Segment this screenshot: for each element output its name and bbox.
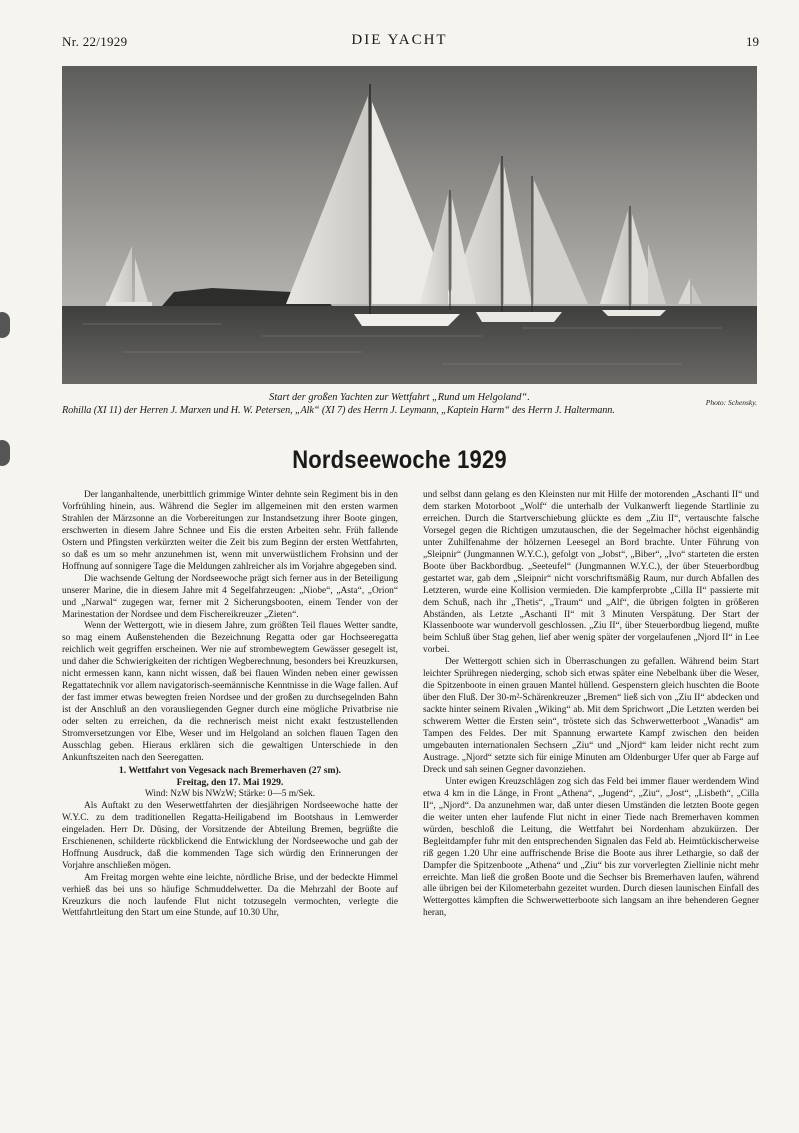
magazine-title: DIE YACHT xyxy=(351,32,448,48)
article-title: Nordseewoche 1929 xyxy=(292,446,507,474)
paragraph: Wenn der Wettergott, wie in diesem Jahre, zum größten Teil flaues Wetter sandte, so mag einem Außenstehenden die Bezeichnung Regatta oder gar Hochseeregatta reichlich weit gegriffen erscheinen. Wer nie auf strombewegtem Gewässer gesegelt ist, und daher die Schwierigkeiten der richtigen Wegberechnung, besonders bei Kreuzkursen, nicht ermessen kann, kann nicht wissen, daß bei flauen Winden neben einer gewissen Regattatechnik vor allem navigatorisch-seemännische Kenntnisse in die Wage fallen. Auf der fast immer etwas bewegten freien Nordsee und der großen zu durchsegelnden Bahn ist der Anschluß an den vorausliegenden Gegner durch eine mögliche Privatbrise nie oder selten zu erreichen, da die rechnerisch meist nicht exakt festzustellenden Stromversetzungen vor Elbe, Weser und im Helgoland an solchen flauen Tagen den Ausschlag geben. Hieraus erklären sich die gewaltigen Unterschiede in den Ankunftszeiten nach den Seeregatten. xyxy=(62,621,398,763)
paragraph: Der langanhaltende, unerbittlich grimmige Winter dehnte sein Regiment bis in den Vorfrühling hinein, aus. Während die Segler im allgemeinen mit den ersten warmen Strahlen der Märzsonne an die Vorbereitungen zur Instandsetzung ihrer Boote gingen, erschwerten in diesem Jahre Schnee und Eis die ersten Arbeiten sehr. Früh fallende Ostern und Pfingsten verkürzten weiter die Zeit bis zum Beginn der ersten Wettfahrten, so daß es um so mehr anzunehmen ist, wenn mit unverwüstlichem Frohsinn und der Hoffnung auf sonnigere Tage die Meldungen zahlreicher als im Vorjahre abgegeben sind. xyxy=(62,490,398,572)
article-column-right xyxy=(423,490,759,920)
paragraph: und selbst dann gelang es den Kleinsten nur mit Hilfe der motorenden „Aschanti II“ und dem starken Motorboot „Wolf“ die unterhalb der Vulkanwerft liegende Startlinie zu erreichen. Durch die Startverschiebung glückte es dem „Ziu II“, vertauschte falsche Vorsegel gegen die Richtigen umzutauschen, die der Segelmacher höchst eigenhändig unter Zuhilfenahme der hölzernen Leesegel an Bord brachte. Unter Führung von „Sleipnir“ (Jungmannen W.Y.C.), gefolgt von „Jobst“, „Biber“, „Ivo“ starteten die ersten Boote über Backbordbug. „Seeteufel“ (Jungmannen W.Y.C.), der über Steuerbordbug gestartet war, gab dem „Sleipnir“ nicht vorschriftsmäßig Raum, nur durch Abfallen des Letzteren, wurde eine Kollision vermieden. Die kampferprobte „Cilla II“ passierte mit dem Schuß, nach ihr „Thetis“, „Traum“ und „Alf“, die übrigen folgten in größeren Abständen, als Letzte „Aschanti II“ mit 3 Minuten Verspätung. Der Start der Klassenboote war wundervoll geschlossen. „Ziu II“, über Steuerbordbug liegend, mußte beim Schluß über Stag gehen, lief aber wenig später der vorgelaufenen „Njord II“ in Lee vorbei. xyxy=(423,490,759,656)
punch-hole-mark xyxy=(0,440,10,466)
paragraph: Am Freitag morgen wehte eine leichte, nördliche Brise, und der bedeckte Himmel verhieß das bei uns so häufige Schmuddelwetter. Da die Mehrzahl der Boote auf Kreuzkurs die noch laufende Flut nicht totzusegeln vermochten, verlegte die Wettfahrtleitung den Start um eine Stunde, auf 10.30 Uhr, xyxy=(62,872,398,919)
paragraph: Als Auftakt zu den Weserwettfahrten der diesjährigen Nordseewoche hatte der W.Y.C. zu dem traditionellen Regatta-Heiligabend im Bootshaus in Lemwerder eingeladen. Herr Dr. Düsing, der Vorsitzende der Abteilung Bremen, begrüßte die Erschienenen, schilderte rückblickend die Entwicklung der Nordseewoche und gab der Hoffnung Ausdruck, daß die kommenden Tage sich würdig den Erinnerungen der Vorjahre anschließen mögen. xyxy=(62,800,398,871)
punch-hole-mark xyxy=(0,312,10,338)
section-date: Freitag, den 17. Mai 1929. xyxy=(176,776,284,788)
photo-credit: Photo: Schensky. xyxy=(705,398,757,407)
wind-conditions: Wind: NzW bis NWzW; Stärke: 0—5 m/Sek. xyxy=(144,788,316,799)
photo-caption-line-2: Rohilla (XI 11) der Herren J. Marxen und H. W. Petersen, „Alk“ (XI 7) des Herrn J. Leymann, „Kaptein Harm“ des Herrn J. Haltermann. xyxy=(62,405,615,416)
sailing-yachts-photo xyxy=(62,66,757,384)
paragraph: Die wachsende Geltung der Nordseewoche prägt sich ferner aus in der Beteiligung unserer Marine, die in diesem Jahre mit 4 Segelfahrzeugen: „Niobe“, „Asta“, „Orion“ und „Narwal“ zugegen war, ferner mit 2 Sicherungsbooten, einem Tender von der Marinestation der Nordsee und dem Fischereikreuzer „Zieten“. xyxy=(62,573,398,620)
section-heading: 1. Wettfahrt von Vegesack nach Bremerhaven (27 sm). xyxy=(118,764,342,776)
page-number: 19 xyxy=(746,34,759,49)
paragraph: Der Wettergott schien sich in Überraschungen zu gefallen. Während beim Start leichter Sprühregen niederging, schob sich etwas später eine Nebelbank über die Weser, die Spitzenboote in einen grauen Mantel hüllend. Gespenstern gleich huschten die Boote über den Fluß. Der 30-m²-Schärenkreuzer „Bremen“ ließ sich von „Ziu II“ abdecken und sackte hinter seinem Rivalen „Wiking“ ab. Mit dem Sprichwort „Die Letzten werden bei schwerem Wetter die Ersten sein“, tröstete sich das Schwerwetterboot „Wanadis“ am Tampen des Feldes. Der mit Spannung erwartete Kampf zwischen den beiden umgebauten internationalen Sechsern „Ziu“ und „Njord“ kam leider nicht recht zum Austrage. „Njord“ setzte sich für einige Minuten am Oldenburger Ufer quer ab Farge auf Dreck und sah seinen Gegner davonziehen. xyxy=(423,657,759,775)
article-column-left xyxy=(62,490,398,920)
issue-number: Nr. 22/1929 xyxy=(62,34,128,49)
paragraph: Unter ewigen Kreuzschlägen zog sich das Feld bei immer flauer werdendem Wind etwa 4 km in die Länge, in Front „Athena“, „Jugend“, „Ziu“, „Jost“, „Lisbeth“, „Cilla II“, „Njord“. Da anzunehmen war, daß unter diesen Umständen die letzten Boote gegen die weiter unten eher laufende Flut nicht in einer Tiede nach Bremerhaven kommen würden, beschloß die Leitung, die Wettfahrt bei Nordenham abzukürzen. Der Begleitdampfer fuhr mit den entsprechenden Signalen das Feld ab. Heimtückischerweise riß gegen 1.20 Uhr eine auffrischende Brise die Boote aus ihrer Lethargie, so daß der Dampfer die Spitzenboote „Athena“ und „Ziu“ bis zur vorverlegten Ziellinie nicht mehr erreichte. Man ließ die großen Boote und die Sechser bis Bremerhaven laufen, während alle übrigen bei der Kilometerbahn gezeitet wurden. Durch diesen launischen Einfall des Wettergottes kämpften die Schwerwetterboote sich langsam an ihre behenderen Gegner heran, xyxy=(423,776,759,919)
photo-caption-line-1: Start der großen Yachten zur Wettfahrt „Rund um Helgoland“. xyxy=(269,392,530,403)
